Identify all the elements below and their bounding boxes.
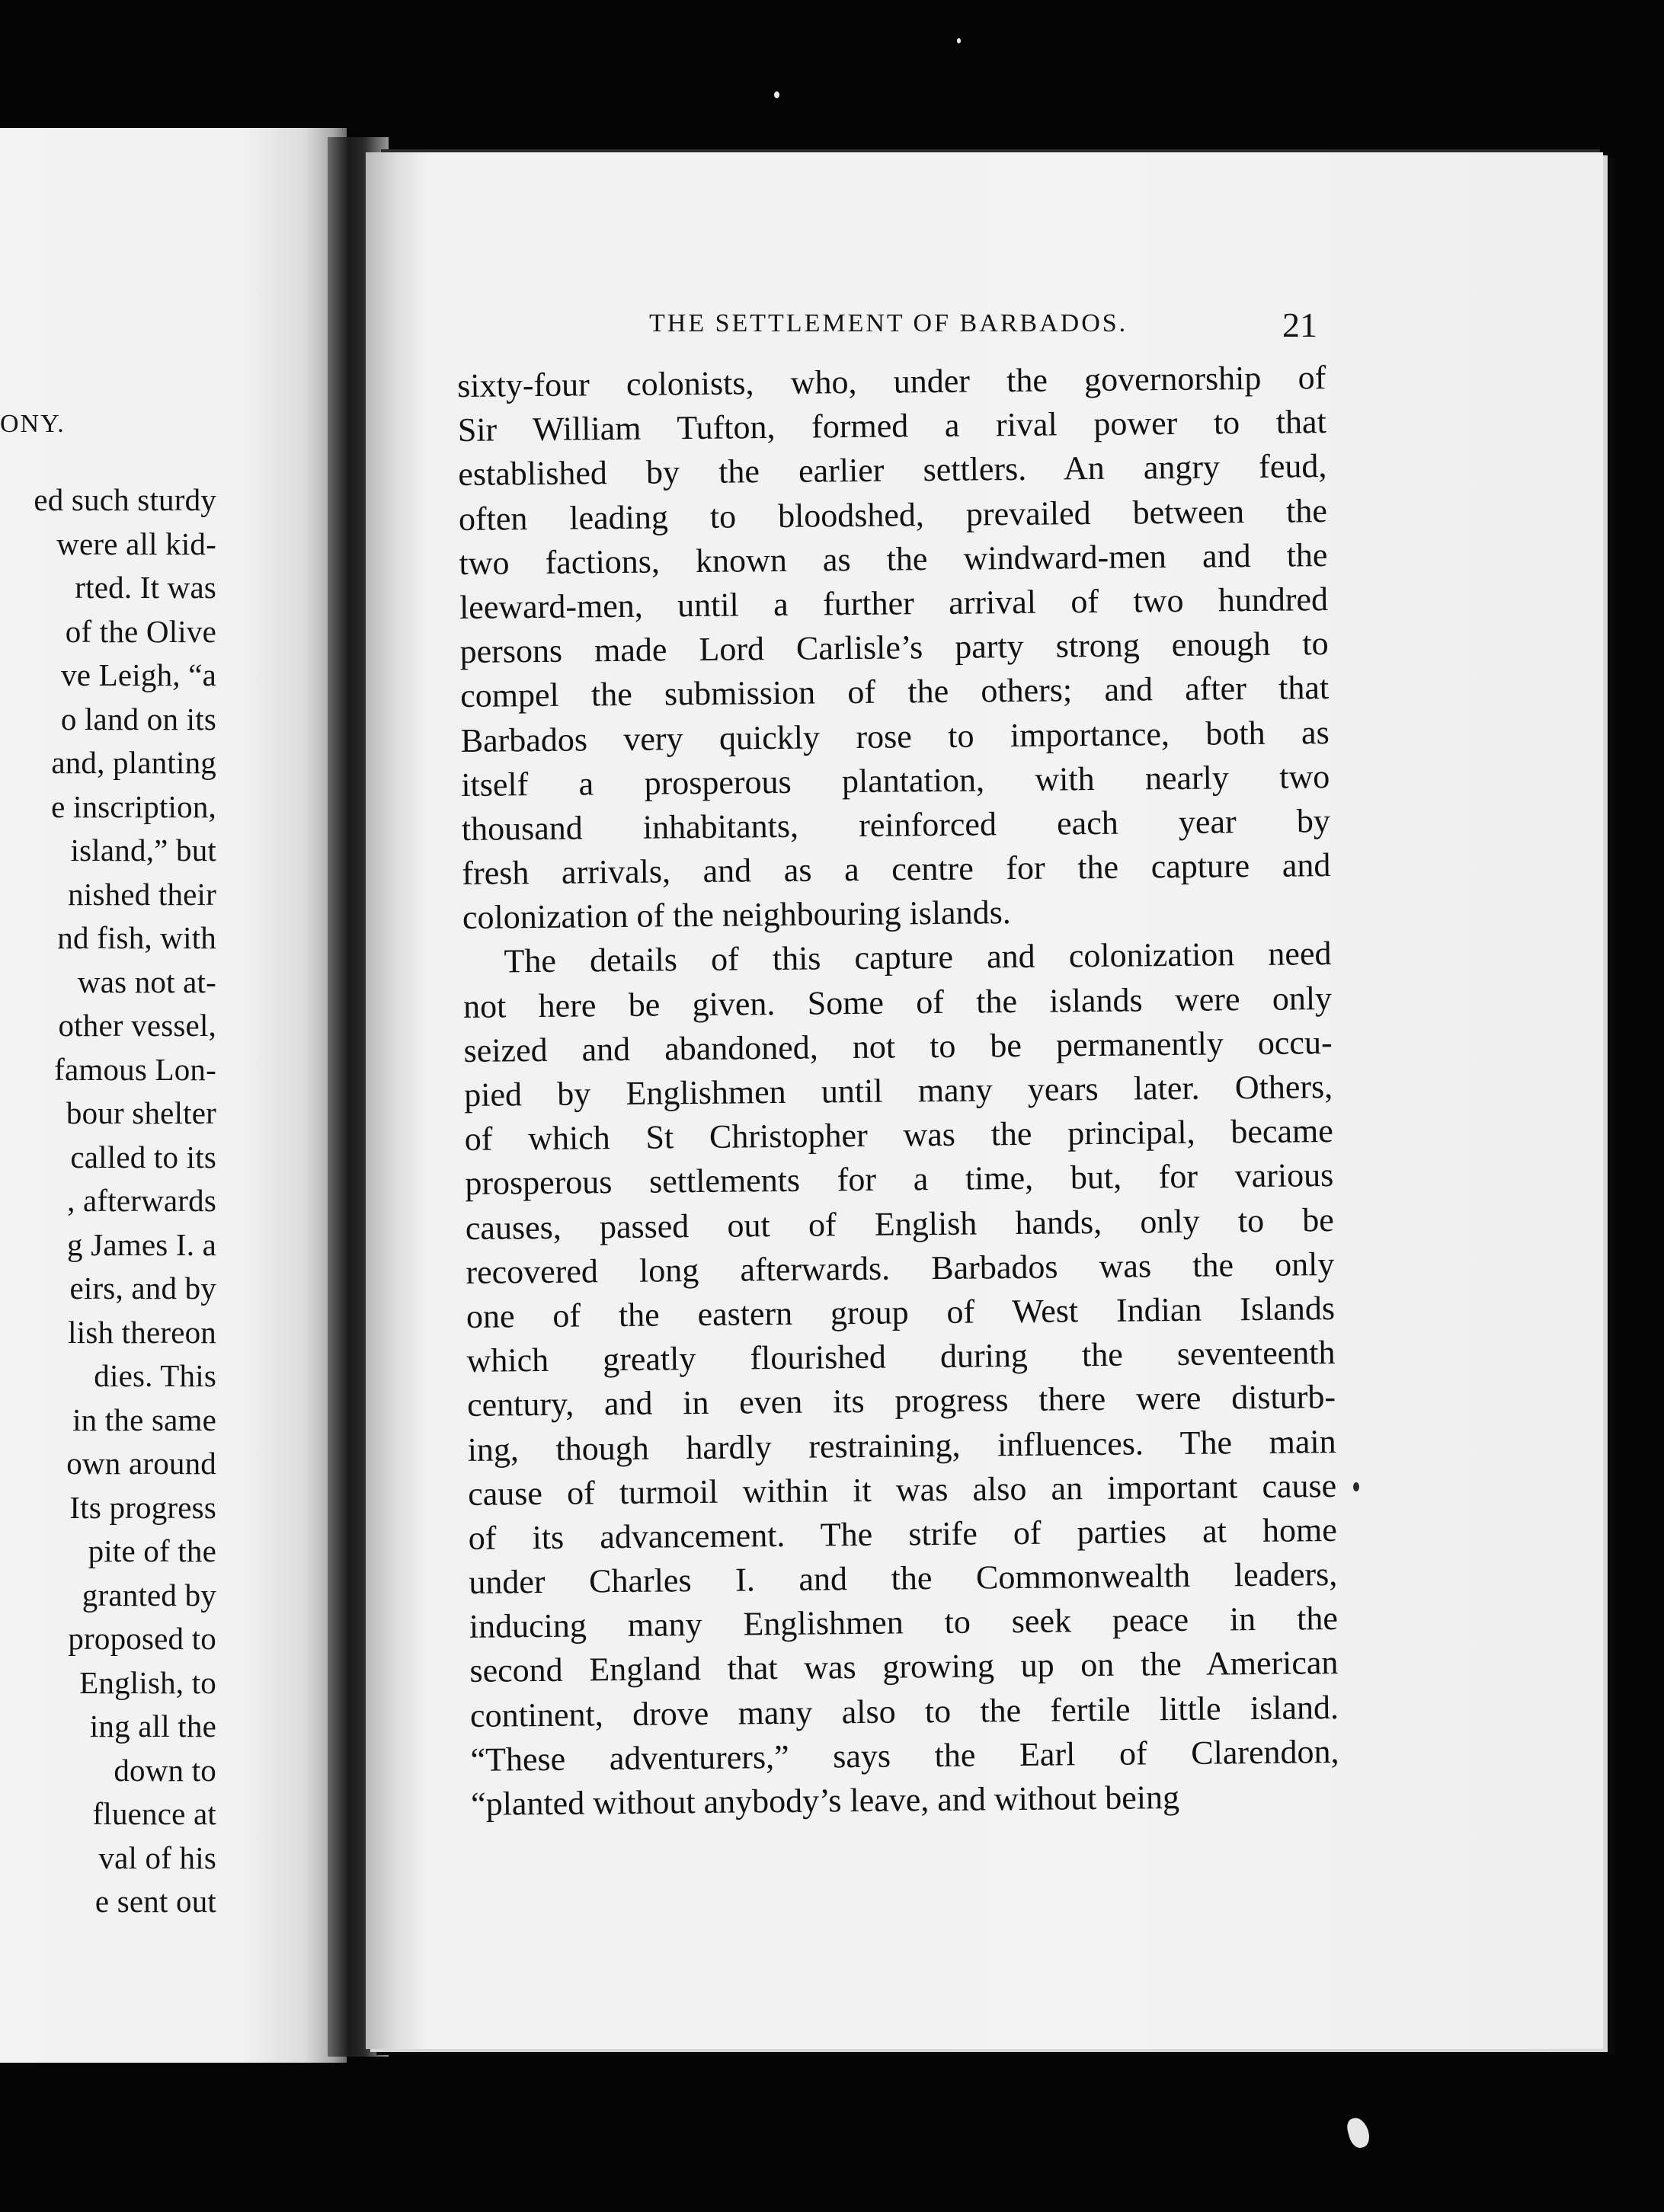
left-text-line: island,” but bbox=[70, 833, 216, 868]
left-text-line: lish thereon bbox=[68, 1314, 216, 1350]
left-text-line: were all kid- bbox=[56, 526, 216, 561]
left-text-line: and, planting bbox=[51, 745, 216, 780]
left-page-text bbox=[0, 478, 216, 1924]
left-text-line: rted. It was bbox=[75, 570, 216, 605]
text-line: Barbados very quickly rose to importance, both as bbox=[460, 713, 1330, 759]
text-line: which greatly flourished during the seventeenth bbox=[466, 1334, 1336, 1380]
left-text-line: o land on its bbox=[60, 701, 216, 737]
left-page bbox=[0, 128, 347, 2063]
text-line: continent, drove many also to the fertile little island. bbox=[469, 1688, 1339, 1734]
text-line: under Charles I. and the Commonwealth leaders, bbox=[469, 1555, 1338, 1601]
left-text-line: nd fish, with bbox=[57, 920, 216, 955]
text-line: established by the earlier settlers. An angry feud, bbox=[458, 447, 1327, 494]
text-line: “planted without anybody’s leave, and without being bbox=[470, 1778, 1180, 1823]
text-line: second England that was growing up on the American bbox=[469, 1644, 1339, 1690]
left-text-line: nished their bbox=[68, 876, 216, 912]
text-line: recovered long afterwards. Barbados was the only bbox=[466, 1245, 1335, 1291]
running-head: THE SETTLEMENT OF BARBADOS. bbox=[649, 309, 1128, 337]
left-text-line: e sent out bbox=[94, 1884, 216, 1919]
left-text-line: val of his bbox=[98, 1840, 216, 1875]
left-text-line: of the Olive bbox=[65, 613, 216, 649]
left-text-line: eirs, and by bbox=[69, 1271, 216, 1306]
page-number: 21 bbox=[1282, 305, 1317, 344]
left-text-line: was not at- bbox=[77, 964, 216, 999]
text-line: prosperous settlements for a time, but, for various bbox=[465, 1156, 1334, 1203]
text-line: cause of turmoil within it was also an important cause bbox=[468, 1466, 1337, 1513]
text-line: compel the submission of the others; and after that bbox=[459, 669, 1330, 715]
left-text-line: called to its bbox=[70, 1139, 216, 1175]
left-text-line: pite of the bbox=[88, 1533, 216, 1568]
text-line: sixty-four colonists, who, under the governorship of bbox=[457, 359, 1326, 404]
text-line: persons made Lord Carlisle’s party strong enough to bbox=[459, 625, 1329, 671]
text-line: of which St Christopher was the principal, became bbox=[464, 1112, 1333, 1159]
text-line: thousand inhabitants, reinforced each year by bbox=[461, 801, 1331, 848]
left-text-line: proposed to bbox=[68, 1621, 216, 1656]
left-text-line: dies. This bbox=[94, 1358, 216, 1393]
left-text-line: Its progress bbox=[69, 1489, 216, 1525]
dust-speck bbox=[1353, 1482, 1359, 1491]
left-text-line: bour shelter bbox=[66, 1095, 216, 1130]
text-line: pied by Englishmen until many years later. Others, bbox=[463, 1068, 1333, 1114]
text-line: ing, though hardly restraining, influences. The main bbox=[467, 1422, 1336, 1469]
left-text-line: e inscription, bbox=[51, 788, 216, 824]
left-text-line: down to bbox=[114, 1752, 216, 1788]
text-line: fresh arrivals, and as a centre for the capture and bbox=[462, 846, 1331, 893]
text-line: inducing many Englishmen to seek peace in the bbox=[469, 1600, 1339, 1646]
left-running-head: ONY. bbox=[0, 410, 66, 438]
text-line: of its advancement. The strife of parties at home bbox=[468, 1510, 1337, 1557]
left-text-line: ing all the bbox=[89, 1709, 216, 1744]
text-line: colonization of the neighbouring islands. bbox=[462, 893, 1011, 937]
text-line: two factions, known as the windward-men and the bbox=[459, 535, 1328, 582]
left-text-line: ve Leigh, “a bbox=[61, 657, 216, 692]
left-text-line: , afterwards bbox=[67, 1183, 216, 1218]
left-text-line: granted by bbox=[82, 1577, 216, 1613]
text-line: Sir William Tufton, formed a rival power to that bbox=[457, 403, 1327, 449]
text-line: not here be given. Some of the islands were only bbox=[462, 979, 1333, 1025]
text-line: one of the eastern group of West Indian Islands bbox=[466, 1289, 1336, 1335]
text-line: century, and in even its progress there were disturb- bbox=[466, 1378, 1336, 1424]
left-text-line: other vessel, bbox=[58, 1008, 216, 1043]
text-line: itself a prosperous plantation, with nearly two bbox=[461, 757, 1330, 804]
text-line: The details of this capture and colonization need bbox=[504, 935, 1332, 980]
left-text-line: English, to bbox=[79, 1664, 216, 1700]
left-text-line: fluence at bbox=[92, 1796, 216, 1831]
left-text-line: own around bbox=[66, 1446, 216, 1481]
left-text-line: in the same bbox=[72, 1402, 216, 1437]
left-text-line: ed such sturdy bbox=[34, 482, 216, 517]
text-line: causes, passed out of English hands, only to be bbox=[465, 1200, 1335, 1247]
left-text-line: g James I. a bbox=[67, 1226, 216, 1262]
dust-speck bbox=[774, 91, 779, 98]
body-text bbox=[457, 356, 1339, 1827]
dust-speck bbox=[957, 38, 961, 43]
text-line: leeward-men, until a further arrival of two hundred bbox=[459, 580, 1329, 626]
left-text-line: famous Lon- bbox=[54, 1051, 216, 1087]
text-line: seized and abandoned, not to be permanently occu- bbox=[463, 1023, 1333, 1069]
text-line: “These adventurers,” says the Earl of Clarendon, bbox=[470, 1732, 1339, 1779]
text-line: often leading to bloodshed, prevailed between the bbox=[458, 491, 1328, 538]
